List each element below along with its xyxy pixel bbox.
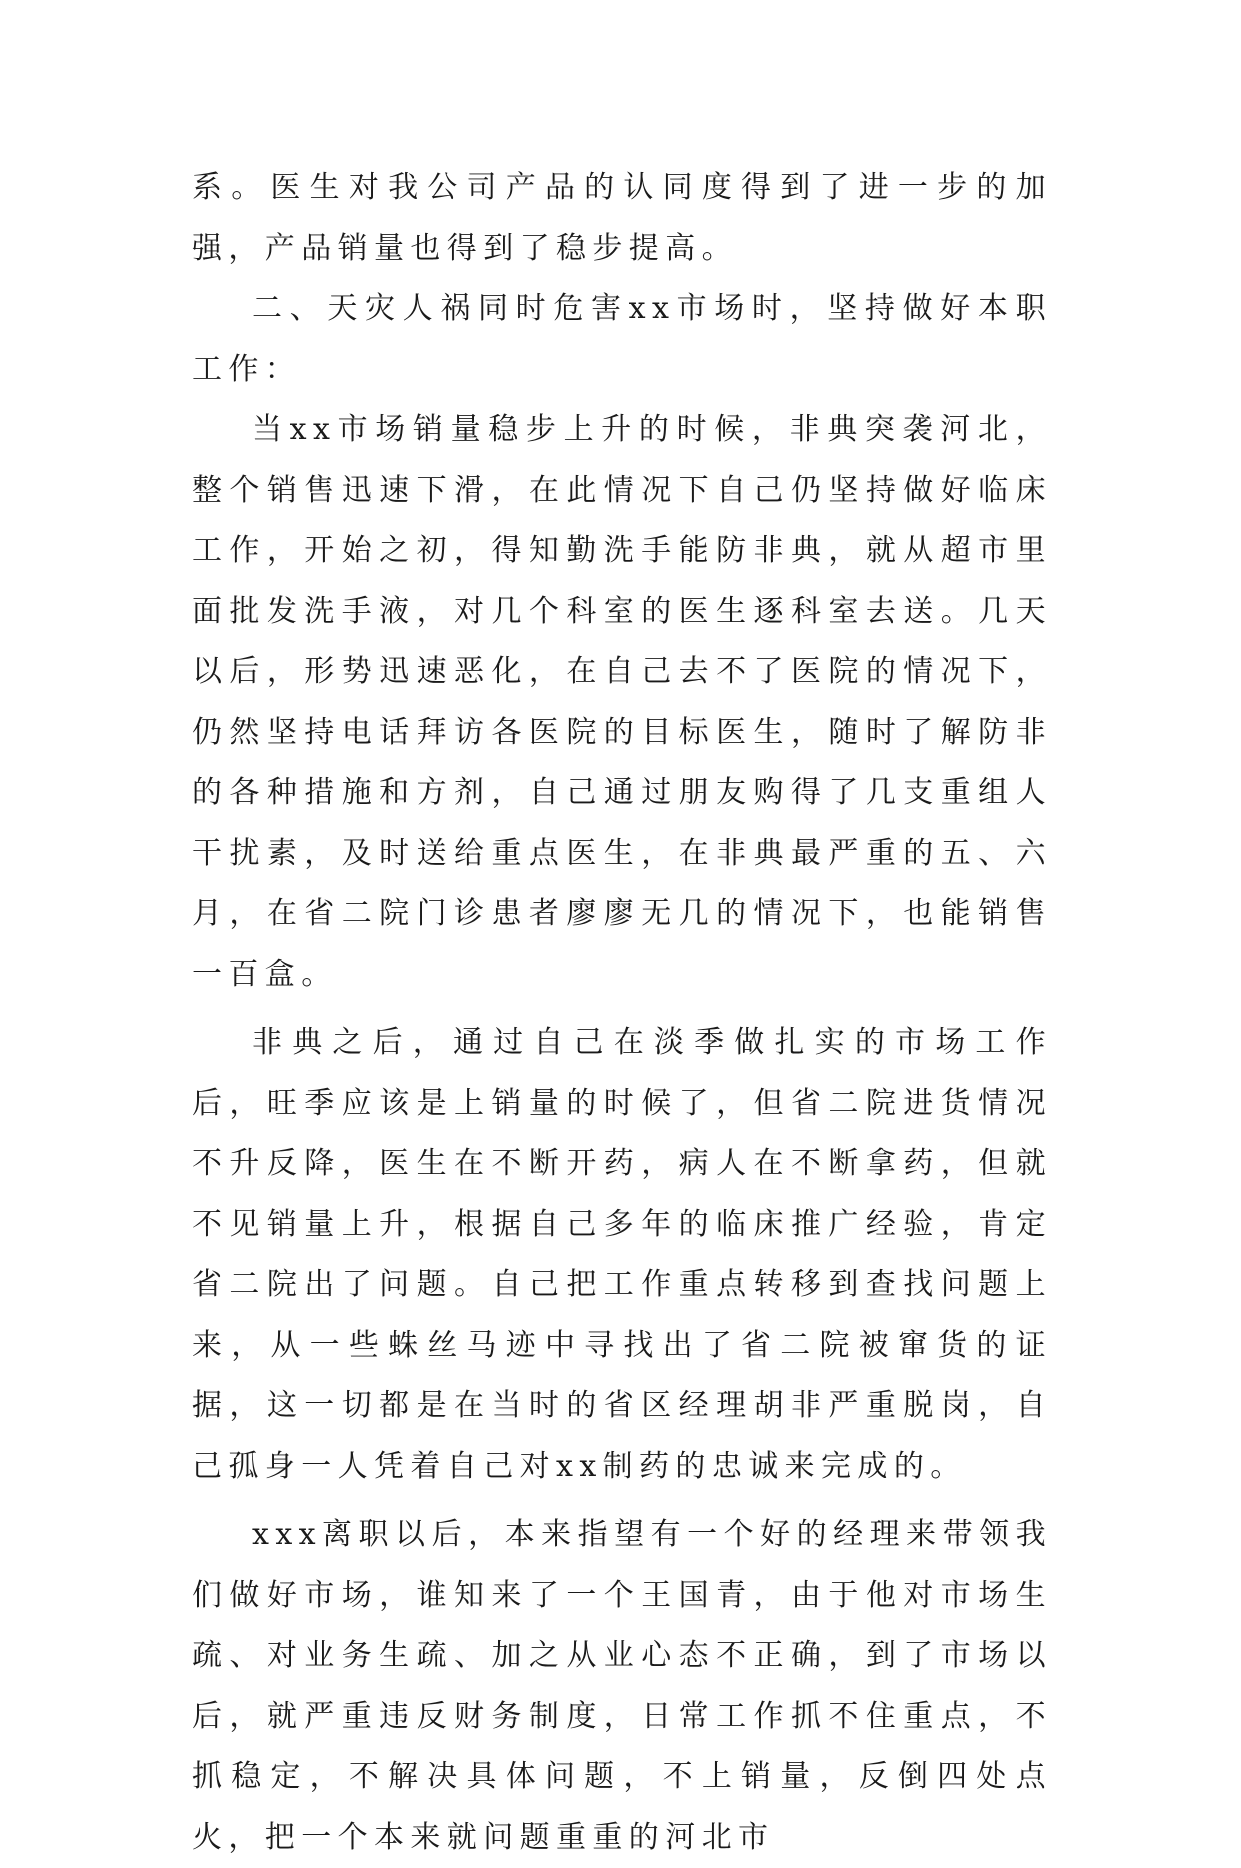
- document-body: [192, 158, 1052, 1868]
- paragraph-continuation: 系。医生对我公司产品的认同度得到了进一步的加强，产品销量也得到了稳步提高。: [192, 170, 1052, 266]
- paragraph-after-sars: 非典之后，通过自己在淡季做扎实的市场工作后，旺季应该是上销量的时候了，但省二院进货情况不升反降，医生在不断开药，病人在不断拿药，但就不见销量上升，根据自己多年的临床推广经验，肯定省二院出了问题。自己把工作重点转移到查找问题上来，从一些蛛丝马迹中寻找出了省二院被窜货的证据，这一切都是在当时的省区经理胡非严重脱岗，自己孤身一人凭着自己对xx制药的忠诚来完成的。: [192, 1025, 1052, 1484]
- section-heading: 二、天灾人祸同时危害xx市场时，坚持做好本职工作：: [192, 291, 1052, 387]
- paragraph-manager-change: xxx离职以后，本来指望有一个好的经理来带领我们做好市场，谁知来了一个王国青，由于他对市场生疏、对业务生疏、加之从业心态不正确，到了市场以后，就严重违反财务制度，日常工作抓不住重点，不抓稳定，不解决具体问题，不上销量，反倒四处点火，把一个本来就问题重重的河北市: [192, 1517, 1052, 1855]
- paragraph-sars-outbreak: 当xx市场销量稳步上升的时候，非典突袭河北，整个销售迅速下滑，在此情况下自己仍坚持做好临床工作，开始之初，得知勤洗手能防非典，就从超市里面批发洗手液，对几个科室的医生逐科室去送。几天以后，形势迅速恶化，在自己去不了医院的情况下，仍然坚持电话拜访各医院的目标医生，随时了解防非的各种措施和方剂，自己通过朋友购得了几支重组人干扰素，及时送给重点医生，在非典最严重的五、六月，在省二院门诊患者廖廖无几的情况下，也能销售一百盒。: [192, 412, 1052, 992]
